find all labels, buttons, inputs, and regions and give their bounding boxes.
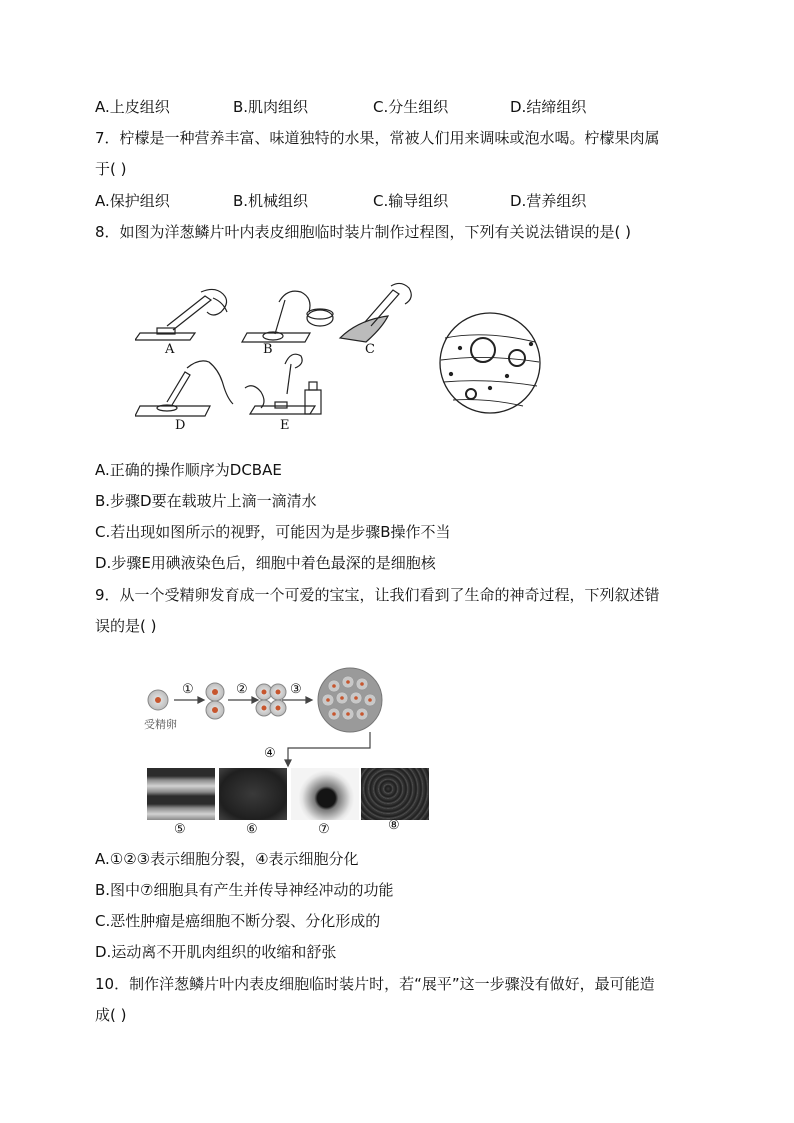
- step-d-illustration: [135, 361, 233, 416]
- fig-label-c: C: [365, 342, 375, 357]
- tile-label-6: ⑥: [246, 822, 258, 837]
- step-4-label: ④: [264, 746, 276, 761]
- q9-stem-line1: 9．从一个受精卵发育成一个可爱的宝宝，让我们看到了生命的神奇过程，下列叙述错: [95, 586, 660, 604]
- zygote-label: 受精卵: [144, 718, 177, 731]
- q10-stem-line2: 成( ): [95, 1006, 127, 1024]
- tissue-image-6: [219, 768, 287, 820]
- zygote-cell: [148, 690, 168, 710]
- q6-option-a: A.上皮组织: [95, 98, 170, 116]
- q9-option-d: D.运动离不开肌肉组织的收缩和舒张: [95, 943, 337, 961]
- q8-figure: [135, 278, 555, 438]
- q10-stem-line1: 10．制作洋葱鳞片叶内表皮细胞临时装片时，若“展平”这一步骤没有做好，最可能造: [95, 975, 655, 993]
- cell-cluster: [318, 668, 382, 732]
- q9-option-c: C.恶性肿瘤是癌细胞不断分裂、分化形成的: [95, 912, 381, 930]
- q9-figure: [140, 660, 440, 840]
- field-of-view-illustration: [440, 313, 540, 413]
- q8-option-b: B.步骤D要在载玻片上滴一滴清水: [95, 492, 317, 510]
- step-1-label: ①: [182, 682, 194, 697]
- fig-label-e: E: [280, 418, 290, 433]
- q9-option-b: B.图中⑦细胞具有产生并传导神经冲动的功能: [95, 881, 394, 899]
- q9-stem-line2: 误的是( ): [95, 617, 157, 635]
- step-a-illustration: [135, 289, 227, 340]
- q7-option-d: D.营养组织: [510, 192, 587, 210]
- tile-label-8: ⑧: [388, 818, 400, 833]
- q9-option-a: A.①②③表示细胞分裂，④表示细胞分化: [95, 850, 359, 868]
- fig-label-b: B: [263, 342, 273, 357]
- two-cell-stage: [206, 683, 224, 719]
- q6-option-b: B.肌肉组织: [233, 98, 309, 116]
- q7-stem-line2: 于( ): [95, 160, 127, 178]
- tissue-image-5: [147, 768, 215, 820]
- q8-option-c: C.若出现如图所示的视野，可能因为是步骤B操作不当: [95, 523, 451, 541]
- four-cell-stage: [256, 684, 286, 716]
- step-c-illustration: [340, 283, 411, 342]
- step-b-illustration: [242, 291, 333, 342]
- step-3-label: ③: [290, 682, 302, 697]
- q7-option-b: B.机械组织: [233, 192, 309, 210]
- q6-option-c: C.分生组织: [373, 98, 449, 116]
- q7-option-a: A.保护组织: [95, 192, 170, 210]
- tissue-image-8: [361, 768, 429, 820]
- q6-option-d: D.结缔组织: [510, 98, 587, 116]
- tissue-image-7: [291, 768, 359, 820]
- fig-label-d: D: [175, 418, 186, 433]
- tile-label-5: ⑤: [174, 822, 186, 837]
- tile-label-7: ⑦: [318, 822, 330, 837]
- q8-procedure-illustration: [135, 278, 555, 438]
- q8-option-a: A.正确的操作顺序为DCBAE: [95, 461, 282, 479]
- q8-option-d: D.步骤E用碘液染色后，细胞中着色最深的是细胞核: [95, 554, 436, 572]
- q7-stem-line1: 7．柠檬是一种营养丰富、味道独特的水果，常被人们用来调味或泡水喝。柠檬果肉属: [95, 129, 660, 147]
- q8-stem: 8．如图为洋葱鳞片叶内表皮细胞临时装片制作过程图，下列有关说法错误的是( ): [95, 223, 632, 241]
- fig-label-a: A: [165, 342, 175, 357]
- step-e-illustration: [245, 354, 321, 414]
- step-2-label: ②: [236, 682, 248, 697]
- q7-option-c: C.输导组织: [373, 192, 449, 210]
